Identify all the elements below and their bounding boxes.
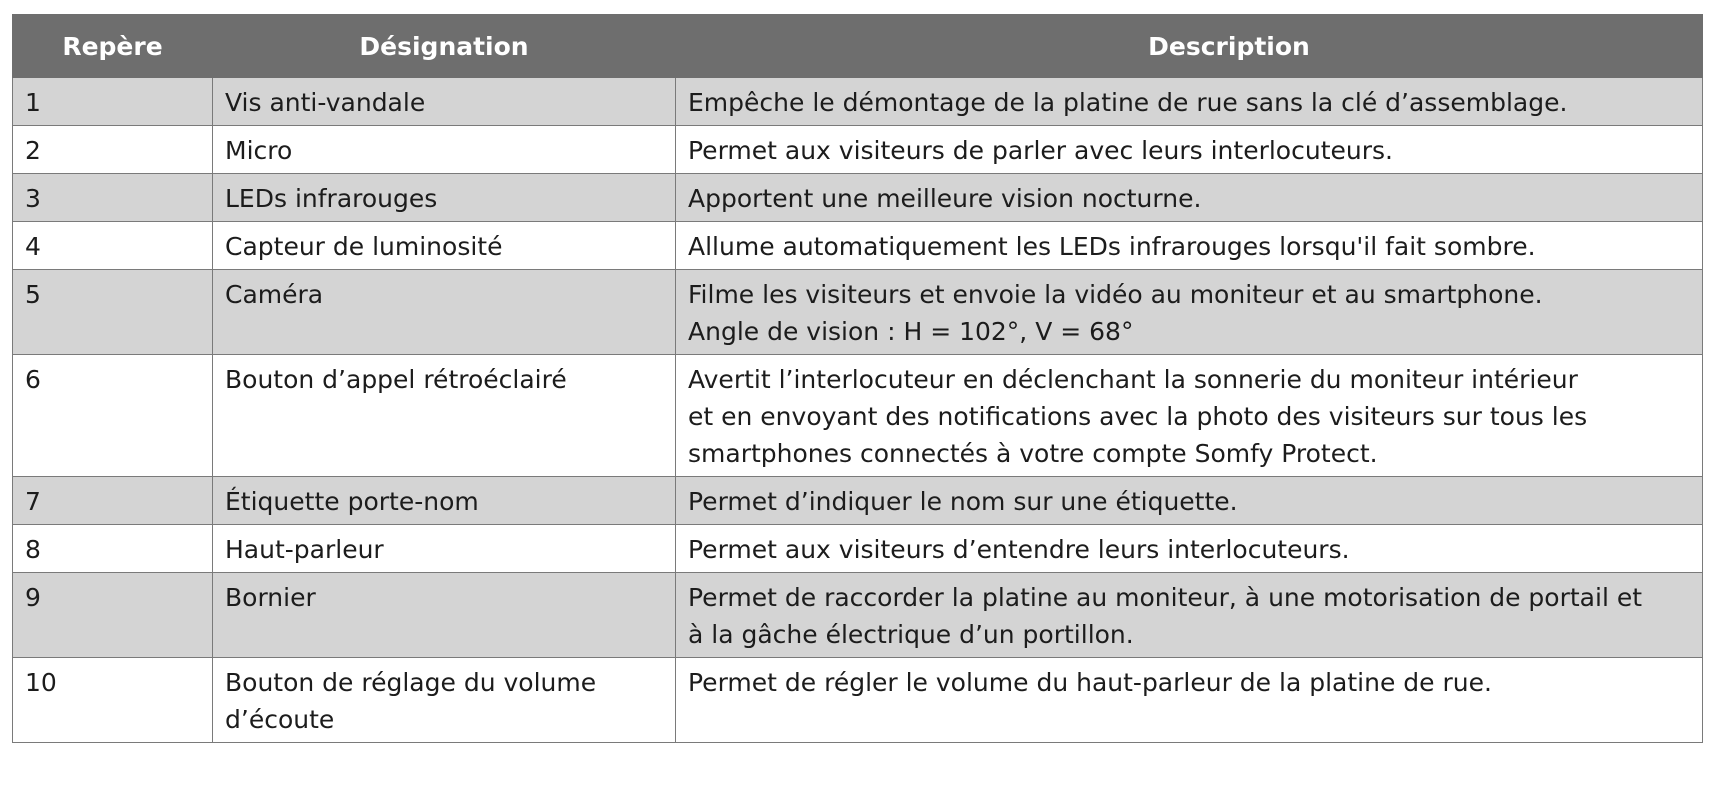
header-designation: Désignation (213, 15, 676, 78)
table-row (13, 222, 1703, 270)
description-line: à la gâche électrique d’un portillon. (688, 620, 1134, 649)
designation-line: d’écoute (225, 705, 335, 734)
designation-cell (213, 525, 676, 573)
designation-line: LEDs infrarouges (225, 184, 438, 213)
table-row (13, 573, 1703, 658)
description-line: smartphones connectés à votre compte Somfy Protect. (688, 439, 1378, 468)
header-row (13, 15, 1703, 78)
table-row (13, 525, 1703, 573)
description-line: Permet de raccorder la platine au moniteur, à une motorisation de portail et (688, 583, 1643, 612)
designation-line: Vis anti-vandale (225, 88, 426, 117)
table-body (13, 78, 1703, 743)
designation-line: Bornier (225, 583, 316, 612)
designation-line: Haut-parleur (225, 535, 384, 564)
repere-cell: 7 (13, 477, 213, 525)
table-row (13, 355, 1703, 477)
designation-line: Micro (225, 136, 293, 165)
designation-cell (213, 174, 676, 222)
description-cell (676, 477, 1703, 525)
description-line: Angle de vision : H = 102°, V = 68° (688, 317, 1134, 346)
table-row (13, 477, 1703, 525)
description-cell (676, 270, 1703, 355)
component-table-wrapper (12, 14, 1702, 743)
designation-line: Étiquette porte-nom (225, 487, 479, 516)
designation-cell (213, 355, 676, 477)
description-line: Allume automatiquement les LEDs infrarouges lorsqu'il fait sombre. (688, 232, 1536, 261)
designation-cell (213, 573, 676, 658)
description-line: et en envoyant des notifications avec la photo des visiteurs sur tous les (688, 402, 1588, 431)
header-repere: Repère (13, 15, 213, 78)
table-row (13, 174, 1703, 222)
description-cell (676, 525, 1703, 573)
designation-cell (213, 78, 676, 126)
table-row (13, 126, 1703, 174)
repere-cell: 6 (13, 355, 213, 477)
designation-cell (213, 658, 676, 743)
table-row (13, 658, 1703, 743)
description-cell (676, 126, 1703, 174)
repere-cell: 9 (13, 573, 213, 658)
description-cell (676, 355, 1703, 477)
header-description: Description (676, 15, 1703, 78)
designation-cell (213, 270, 676, 355)
table-row (13, 78, 1703, 126)
designation-line: Bouton de réglage du volume (225, 668, 597, 697)
repere-cell: 1 (13, 78, 213, 126)
designation-line: Bouton d’appel rétroéclairé (225, 365, 567, 394)
designation-cell (213, 126, 676, 174)
description-cell (676, 222, 1703, 270)
designation-cell (213, 477, 676, 525)
description-cell (676, 658, 1703, 743)
repere-cell: 10 (13, 658, 213, 743)
description-line: Apportent une meilleure vision nocturne. (688, 184, 1202, 213)
description-line: Permet d’indiquer le nom sur une étiquette. (688, 487, 1238, 516)
designation-line: Caméra (225, 280, 324, 309)
repere-cell: 2 (13, 126, 213, 174)
description-line: Filme les visiteurs et envoie la vidéo au moniteur et au smartphone. (688, 280, 1543, 309)
designation-line: Capteur de luminosité (225, 232, 503, 261)
description-line: Permet de régler le volume du haut-parleur de la platine de rue. (688, 668, 1492, 697)
designation-cell (213, 222, 676, 270)
table-row (13, 270, 1703, 355)
description-cell (676, 78, 1703, 126)
description-line: Permet aux visiteurs de parler avec leurs interlocuteurs. (688, 136, 1393, 165)
description-line: Empêche le démontage de la platine de rue sans la clé d’assemblage. (688, 88, 1568, 117)
component-table (12, 14, 1703, 743)
description-cell (676, 573, 1703, 658)
repere-cell: 5 (13, 270, 213, 355)
description-line: Permet aux visiteurs d’entendre leurs interlocuteurs. (688, 535, 1350, 564)
repere-cell: 3 (13, 174, 213, 222)
description-line: Avertit l’interlocuteur en déclenchant la sonnerie du moniteur intérieur (688, 365, 1578, 394)
repere-cell: 4 (13, 222, 213, 270)
description-cell (676, 174, 1703, 222)
repere-cell: 8 (13, 525, 213, 573)
